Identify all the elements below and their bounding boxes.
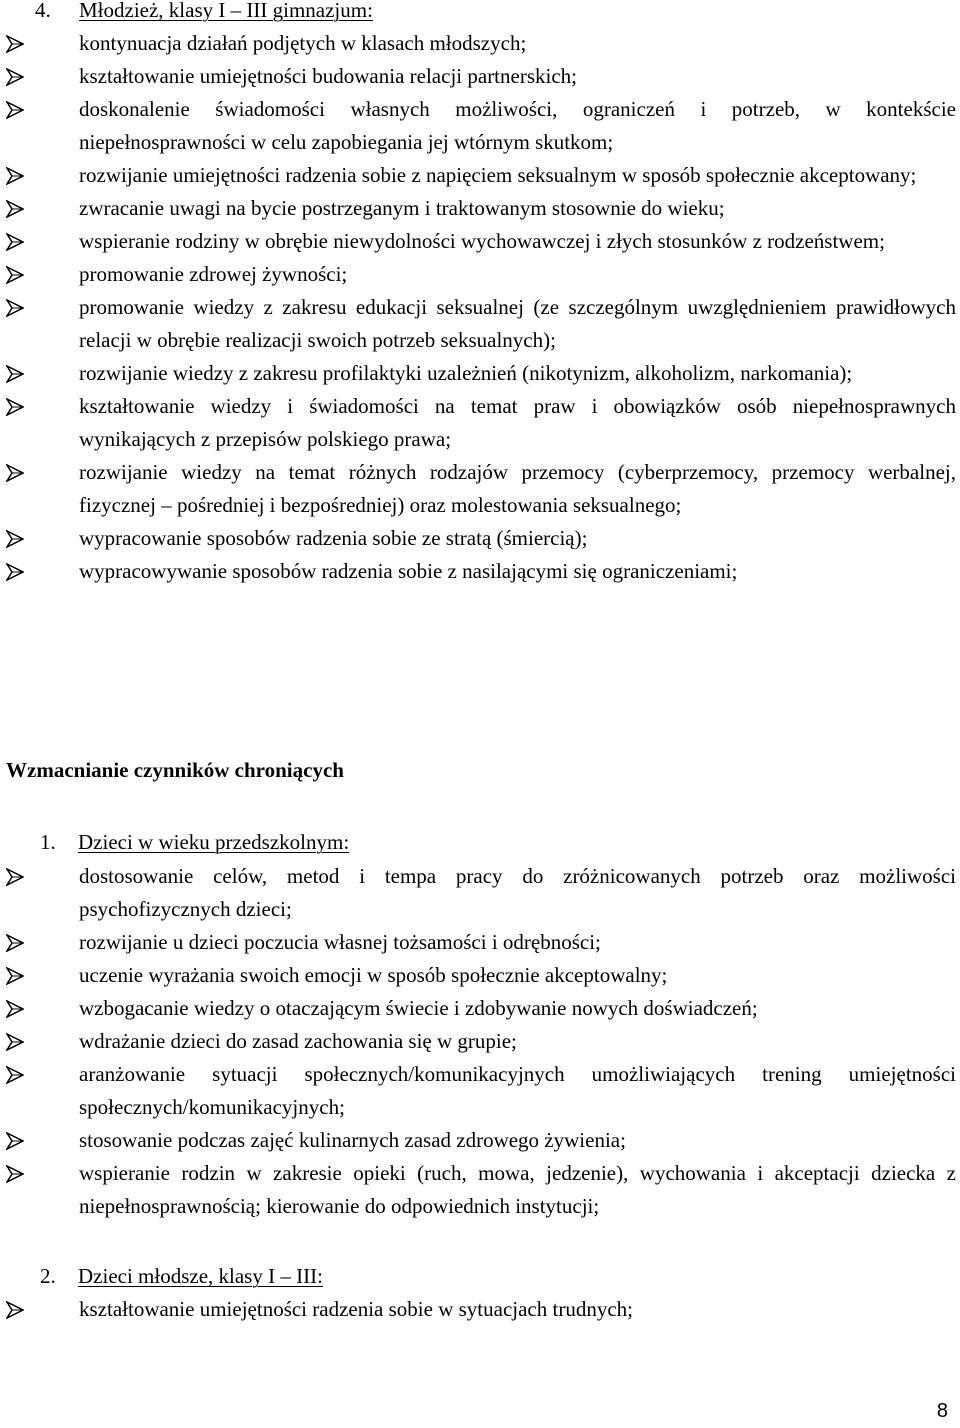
list-item [0,93,956,159]
bullet-list-section-1 [0,860,956,1223]
section-number: 4. [35,0,51,22]
arrowhead-bullet-icon [6,398,24,416]
section-number: 2. [40,1264,56,1288]
list-item [0,456,956,522]
list-item [0,60,956,93]
section-title: Dzieci w wieku przedszkolnym: [78,830,350,854]
arrowhead-bullet-icon [6,530,24,548]
list-item [0,1293,956,1326]
list-item-text: stosowanie podczas zajęć kulinarnych zasad zdrowego żywienia; [79,1128,626,1152]
list-item [0,27,956,60]
list-item [0,992,956,1025]
arrowhead-bullet-icon [6,299,24,317]
list-item-text: aranżowanie sytuacji społecznych/komunikacyjnych umożliwiających trening umiejętności społecznych/komunikacyjnych; [79,1062,956,1119]
list-item [0,225,956,258]
arrowhead-bullet-icon [6,68,24,86]
arrowhead-bullet-icon [6,1033,24,1051]
list-item [0,258,956,291]
section-title: Dzieci młodsze, klasy I – III: [78,1264,323,1288]
list-item-text: promowanie zdrowej żywności; [79,262,348,286]
arrowhead-bullet-icon [6,1066,24,1084]
arrowhead-bullet-icon [6,1301,24,1319]
arrowhead-bullet-icon [6,1165,24,1183]
list-item-text: wspieranie rodziny w obrębie niewydolności wychowawczej i złych stosunków z rodzeństwem; [79,229,885,253]
list-item-text: kształtowanie umiejętności budowania relacji partnerskich; [79,64,577,88]
list-item [0,522,956,555]
arrowhead-bullet-icon [6,101,24,119]
list-item [0,926,956,959]
list-item [0,1058,956,1124]
list-item [0,192,956,225]
list-item-text: wypracowywanie sposobów radzenia sobie z nasilającymi się ograniczeniami; [79,559,738,583]
list-item [0,1025,956,1058]
arrowhead-bullet-icon [6,266,24,284]
section-title: Młodzież, klasy I – III gimnazjum: [79,0,373,22]
list-item-text: doskonalenie świadomości własnych możliwości, ograniczeń i potrzeb, w kontekście niepełnosprawności w celu zapobiegania jej wtórnym skutkom; [79,97,956,154]
arrowhead-bullet-icon [6,365,24,383]
arrowhead-bullet-icon [6,868,24,886]
list-item-text: rozwijanie wiedzy z zakresu profilaktyki uzależnień (nikotynizm, alkoholizm, narkomania); [79,361,853,385]
list-item-text: wdrażanie dzieci do zasad zachowania się w grupie; [79,1029,517,1053]
list-item-text: rozwijanie wiedzy na temat różnych rodzajów przemocy (cyberprzemocy, przemocy werbalnej, fizycznej – pośredniej i bezpośredniej) oraz molestowania seksualnego; [79,460,956,517]
arrowhead-bullet-icon [6,967,24,985]
arrowhead-bullet-icon [6,934,24,952]
list-item-text: dostosowanie celów, metod i tempa pracy do zróżnicowanych potrzeb oraz możliwości psychofizycznych dzieci; [79,864,956,921]
list-item [0,959,956,992]
arrowhead-bullet-icon [6,1000,24,1018]
list-item [0,357,956,390]
list-item [0,555,956,588]
list-item-text: kształtowanie wiedzy i świadomości na temat praw i obowiązków osób niepełnosprawnych wynikających z przepisów polskiego prawa; [79,394,956,451]
protective-factors-title: Wzmacnianie czynników chroniących [6,758,344,782]
arrowhead-bullet-icon [6,563,24,581]
list-item [0,291,956,357]
list-item-text: uczenie wyrażania swoich emocji w sposób społecznie akceptowalny; [79,963,668,987]
list-item [0,159,956,192]
list-item [0,390,956,456]
arrowhead-bullet-icon [6,464,24,482]
arrowhead-bullet-icon [6,1132,24,1150]
section-number: 1. [40,830,56,854]
list-item [0,1157,956,1223]
page-number: 8 [936,1400,948,1422]
list-item-text: kształtowanie umiejętności radzenia sobie w sytuacjach trudnych; [79,1297,633,1321]
list-item [0,1124,956,1157]
arrowhead-bullet-icon [6,233,24,251]
list-item-text: promowanie wiedzy z zakresu edukacji seksualnej (ze szczególnym uwzględnieniem prawidłowych relacji w obrębie realizacji swoich potrzeb seksualnych); [79,295,956,352]
arrowhead-bullet-icon [6,35,24,53]
list-item-text: kontynuacja działań podjętych w klasach młodszych; [79,31,527,55]
list-item-text: zwracanie uwagi na bycie postrzeganym i traktowanym stosownie do wieku; [79,196,725,220]
list-item-text: rozwijanie umiejętności radzenia sobie z napięciem seksualnym w sposób społecznie akceptowany; [79,163,917,187]
list-item-text: wypracowanie sposobów radzenia sobie ze stratą (śmiercią); [79,526,588,550]
arrowhead-bullet-icon [6,167,24,185]
list-item-text: wzbogacanie wiedzy o otaczającym świecie i zdobywanie nowych doświadczeń; [79,996,758,1020]
list-item-text: rozwijanie u dzieci poczucia własnej tożsamości i odrębności; [79,930,601,954]
list-item [0,860,956,926]
list-item-text: wspieranie rodzin w zakresie opieki (ruch, mowa, jedzenie), wychowania i akceptacji dziecka z niepełnosprawnością; kierowanie do odpowiednich instytucji; [79,1161,956,1218]
bullet-list-section-2 [0,1293,956,1326]
bullet-list-section-4 [0,27,956,588]
arrowhead-bullet-icon [6,200,24,218]
